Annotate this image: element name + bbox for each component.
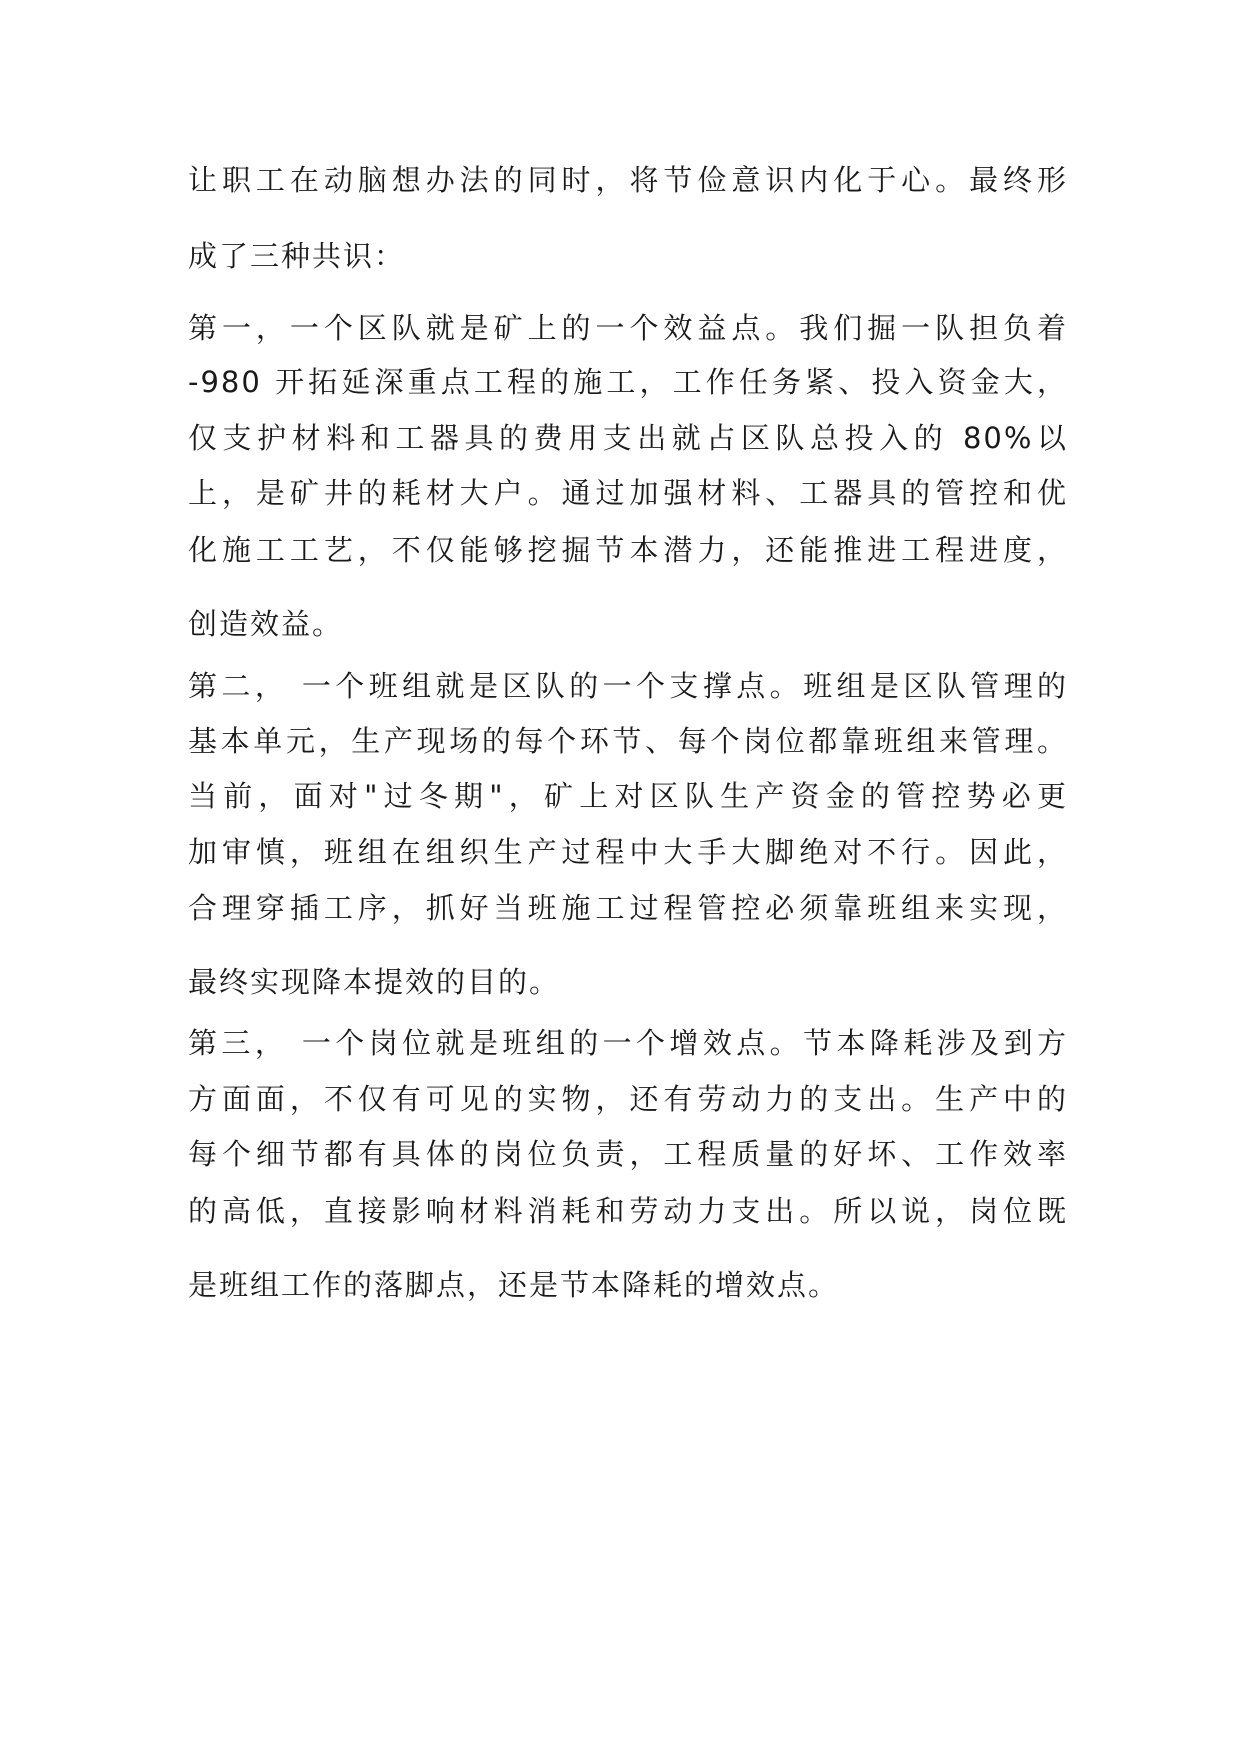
text-line: 上，是矿井的耗材大户。通过加强材料、工器具的管控和优 [188, 476, 1068, 510]
text-line: 仅支护材料和工器具的费用支出就占区队总投入的 80%以 [188, 421, 1068, 455]
text-line: 第二， 一个班组就是区队的一个支撑点。班组是区队管理的 [188, 669, 1068, 703]
text-line: 是班组工作的落脚点，还是节本降耗的增效点。 [188, 1268, 840, 1302]
text-line: -980 开拓延深重点工程的施工，工作任务紧、投入资金大， [188, 365, 1068, 399]
text-line: 第一，一个区队就是矿上的一个效益点。我们掘一队担负着 [188, 311, 1068, 345]
text-line: 第三， 一个岗位就是班组的一个增效点。节本降耗涉及到方 [188, 1026, 1068, 1060]
text-line: 化施工工艺，不仅能够挖掘节本潜力，还能推进工程进度， [188, 533, 1068, 567]
text-line: 加审慎，班组在组织生产过程中大手大脚绝对不行。因此， [188, 835, 1068, 869]
text-line: 合理穿插工序，抓好当班施工过程管控必须靠班组来实现， [188, 891, 1068, 925]
text-line: 方面面，不仅有可见的实物，还有劳动力的支出。生产中的 [188, 1082, 1068, 1116]
text-line: 基本单元，生产现场的每个环节、每个岗位都靠班组来管理。 [188, 724, 1068, 758]
text-line: 最终实现降本提效的目的。 [188, 965, 561, 999]
text-line: 成了三种共识： [188, 239, 406, 273]
text-line: 每个细节都有具体的岗位负责，工程质量的好坏、工作效率 [188, 1137, 1068, 1171]
text-line: 的高低，直接影响材料消耗和劳动力支出。所以说，岗位既 [188, 1194, 1068, 1228]
text-line: 让职工在动脑想办法的同时，将节俭意识内化于心。最终形 [188, 163, 1068, 197]
text-line: 创造效益。 [188, 607, 344, 641]
text-line: 当前，面对"过冬期"，矿上对区队生产资金的管控势必更 [188, 779, 1068, 813]
